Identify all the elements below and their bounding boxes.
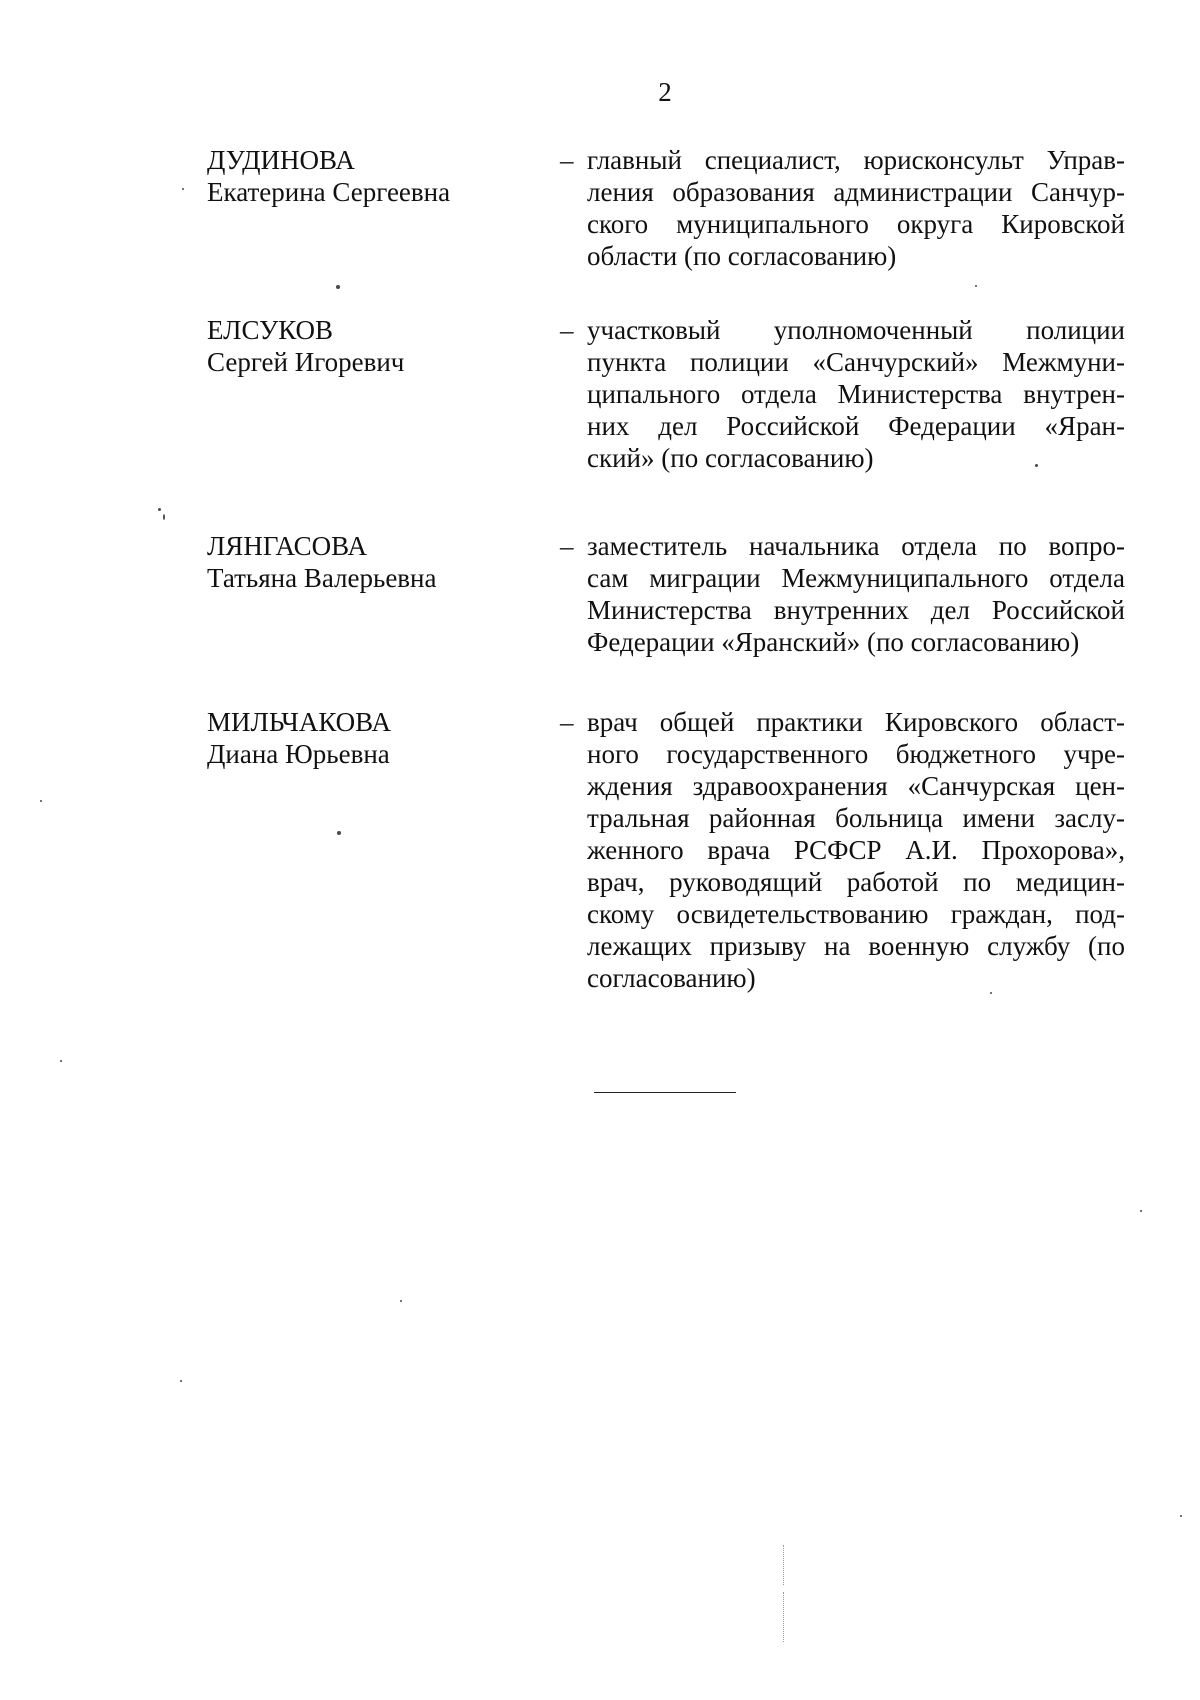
role-line: ления образования администрации Санчур- <box>587 177 1125 207</box>
scan-artifact-line <box>783 1592 784 1642</box>
scan-speck <box>1180 1515 1182 1517</box>
entry-dash: – <box>560 707 574 737</box>
role-line: сам миграции Межмуниципального отдела <box>587 563 1125 593</box>
scan-speck <box>180 1380 182 1382</box>
member-surname: МИЛЬЧАКОВА <box>207 707 391 737</box>
entry-dash: – <box>560 145 574 175</box>
role-line: ский» (по согласованию) <box>587 443 874 473</box>
scan-speck <box>158 508 161 511</box>
role-line: области (по согласованию) <box>587 241 897 271</box>
role-line: заместитель начальника отдела по вопро- <box>587 531 1125 561</box>
role-line: врач, руководящий работой по медицин- <box>587 867 1125 897</box>
role-line: пункта полиции «Санчурский» Межмуни- <box>587 347 1125 377</box>
role-line: женного врача РСФСР А.И. Прохорова», <box>587 835 1125 865</box>
member-role <box>587 314 1125 474</box>
role-line: согласованию) <box>587 963 756 993</box>
member-given-names: Татьяна Валерьевна <box>207 563 437 593</box>
role-line: них дел Российской Федерации «Яран- <box>587 411 1125 441</box>
member-name <box>207 144 527 208</box>
scan-speck <box>400 1300 402 1302</box>
member-entry <box>207 314 1127 484</box>
page-number: 2 <box>658 77 672 107</box>
member-role <box>587 706 1125 994</box>
member-name <box>207 530 527 594</box>
member-given-names: Сергей Игоревич <box>207 347 405 377</box>
role-line: Министерства внутренних дел Российской <box>587 595 1125 625</box>
member-surname: ДУДИНОВА <box>207 145 355 175</box>
role-line: Федерации «Яранский» (по согласованию) <box>587 627 1080 657</box>
member-role <box>587 144 1125 272</box>
member-role <box>587 530 1125 658</box>
scan-speck <box>1035 464 1038 467</box>
member-name <box>207 706 527 770</box>
scan-speck <box>40 800 42 802</box>
member-entry <box>207 144 1127 284</box>
scan-speck <box>1140 1210 1142 1212</box>
member-entry <box>207 706 1127 1006</box>
member-surname: ЕЛСУКОВ <box>207 315 334 345</box>
role-line: главный специалист, юрисконсульт Управ- <box>587 145 1125 175</box>
entry-dash: – <box>560 315 574 345</box>
scan-speck <box>163 514 165 520</box>
role-line: участковый уполномоченный полиции <box>587 315 1125 345</box>
role-line: лежащих призыву на военную службу (по <box>587 931 1125 961</box>
role-line: ждения здравоохранения «Санчурская цен- <box>587 771 1125 801</box>
entry-dash: – <box>560 531 574 561</box>
scan-speck <box>60 1060 62 1062</box>
scan-speck <box>182 188 184 190</box>
role-line: ципального отдела Министерства внутрен- <box>587 379 1125 409</box>
scan-speck <box>975 285 977 287</box>
scan-speck <box>336 285 340 289</box>
member-entry <box>207 530 1127 670</box>
role-line: ского муниципального округа Кировской <box>587 209 1125 239</box>
scan-speck <box>337 831 341 835</box>
member-given-names: Екатерина Сергеевна <box>207 177 451 207</box>
scan-speck <box>990 992 992 994</box>
role-line: ного государственного бюджетного учре- <box>587 739 1125 769</box>
role-line: скому освидетельствованию граждан, под- <box>587 899 1125 929</box>
role-line: тральная районная больница имени заслу- <box>587 803 1125 833</box>
scan-artifact-line <box>783 1545 784 1585</box>
member-surname: ЛЯНГАСОВА <box>207 531 367 561</box>
closing-separator-line <box>594 1092 736 1093</box>
member-given-names: Диана Юрьевна <box>207 739 390 769</box>
role-line: врач общей практики Кировского област- <box>587 707 1125 737</box>
member-name <box>207 314 527 378</box>
